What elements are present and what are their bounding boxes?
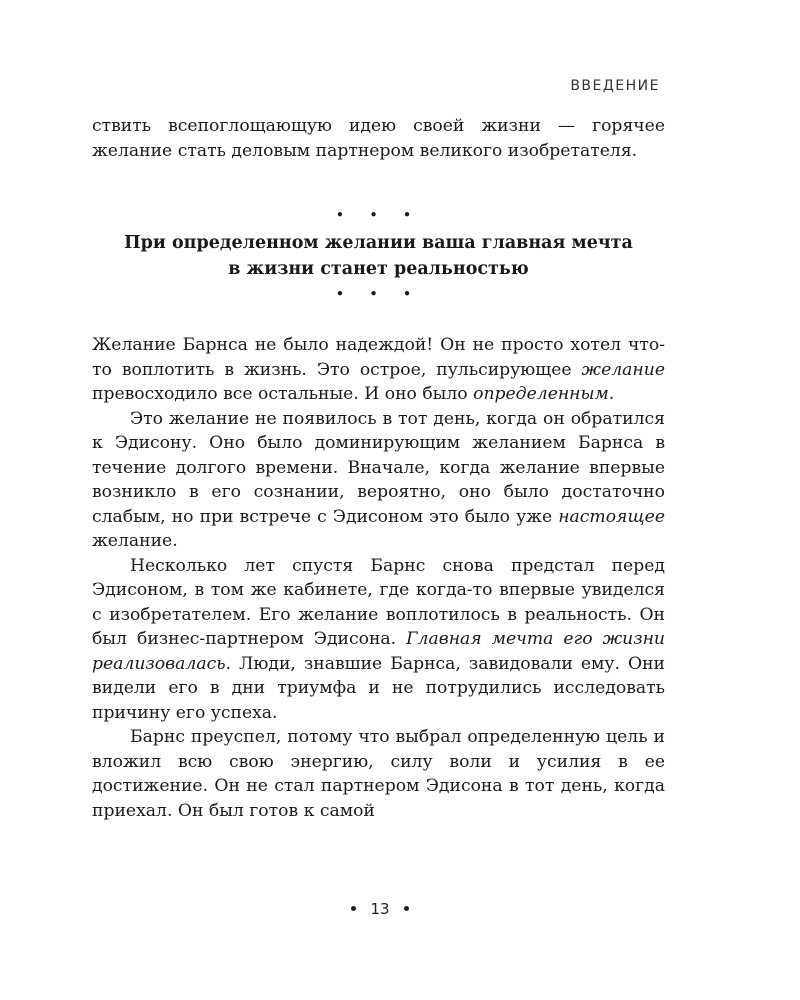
paragraph-1-part-3: . xyxy=(608,384,615,404)
folio-bullet-right-icon xyxy=(404,906,409,911)
page-footer xyxy=(0,900,760,918)
section-heading-line-1: При определенном желании ваша главная мечта xyxy=(124,233,633,253)
paragraph-3 xyxy=(92,554,665,726)
section-heading-line-2: в жизни станет реальностью xyxy=(228,259,529,279)
section-separator-bottom: • • • xyxy=(335,285,422,303)
folio-bullet-left-icon xyxy=(351,906,356,911)
page-number: 13 xyxy=(370,900,390,918)
paragraph-3-emphasis: Главная мечта его жизни реализовалась xyxy=(92,629,665,674)
paragraph-3-part-1: Несколько лет спустя Барнс снова предстал перед Эдисоном, в том же кабинете, где когда-то впервые увиделся с изобретателем. Его желание воплотилось в реальность. Он был бизнес-партнером Эдисона. xyxy=(92,555,665,649)
paragraph-3-part-2: . Люди, знавшие Барнса, завидовали ему. Они видели его в дни триумфа и не потрудились исследовать причину его успеха. xyxy=(92,653,665,723)
paragraph-1-emphasis-1: желание xyxy=(581,359,665,380)
paragraph-1-part-2: превосходило все остальные. И оно было xyxy=(92,384,474,404)
paragraph-1 xyxy=(92,333,665,407)
intro-paragraph xyxy=(92,114,665,163)
paragraph-2-part-1: Это желание не появилось в тот день, когда он обратился к Эдисону. Оно было доминирующим желанием Барнса в течение долгого времени. Вначале, когда желание впервые возникло в его сознании, вероятно, оно было достаточно слабым, но при встрече с Эдисоном это было уже xyxy=(92,408,665,527)
paragraph-2-part-2: желание. xyxy=(92,531,178,551)
section-separator-top: • • • xyxy=(335,206,422,224)
paragraph-2 xyxy=(92,407,665,554)
paragraph-1-part-1: Желание Барнса не было надеждой! Он не просто хотел что-то воплотить в жизнь. Это острое, пульсирующее xyxy=(92,335,665,380)
section-heading xyxy=(92,230,665,282)
paragraph-2-emphasis: настоящее xyxy=(558,506,665,527)
paragraph-4: Барнс преуспел, потому что выбрал определенную цель и вложил всю свою энергию, силу воли и усилия в ее достижение. Он не стал партнером Эдисона в тот день, когда приехал. Он был готов к самой xyxy=(92,727,665,821)
paragraph-1-emphasis-2: определенным xyxy=(473,384,609,404)
intro-paragraph-text: ствить всепоглощающую идею своей жизни — горячее желание стать деловым партнером великого изобретателя. xyxy=(92,116,665,161)
running-head: ВВЕДЕНИЕ xyxy=(570,78,660,94)
body-text xyxy=(92,333,665,823)
